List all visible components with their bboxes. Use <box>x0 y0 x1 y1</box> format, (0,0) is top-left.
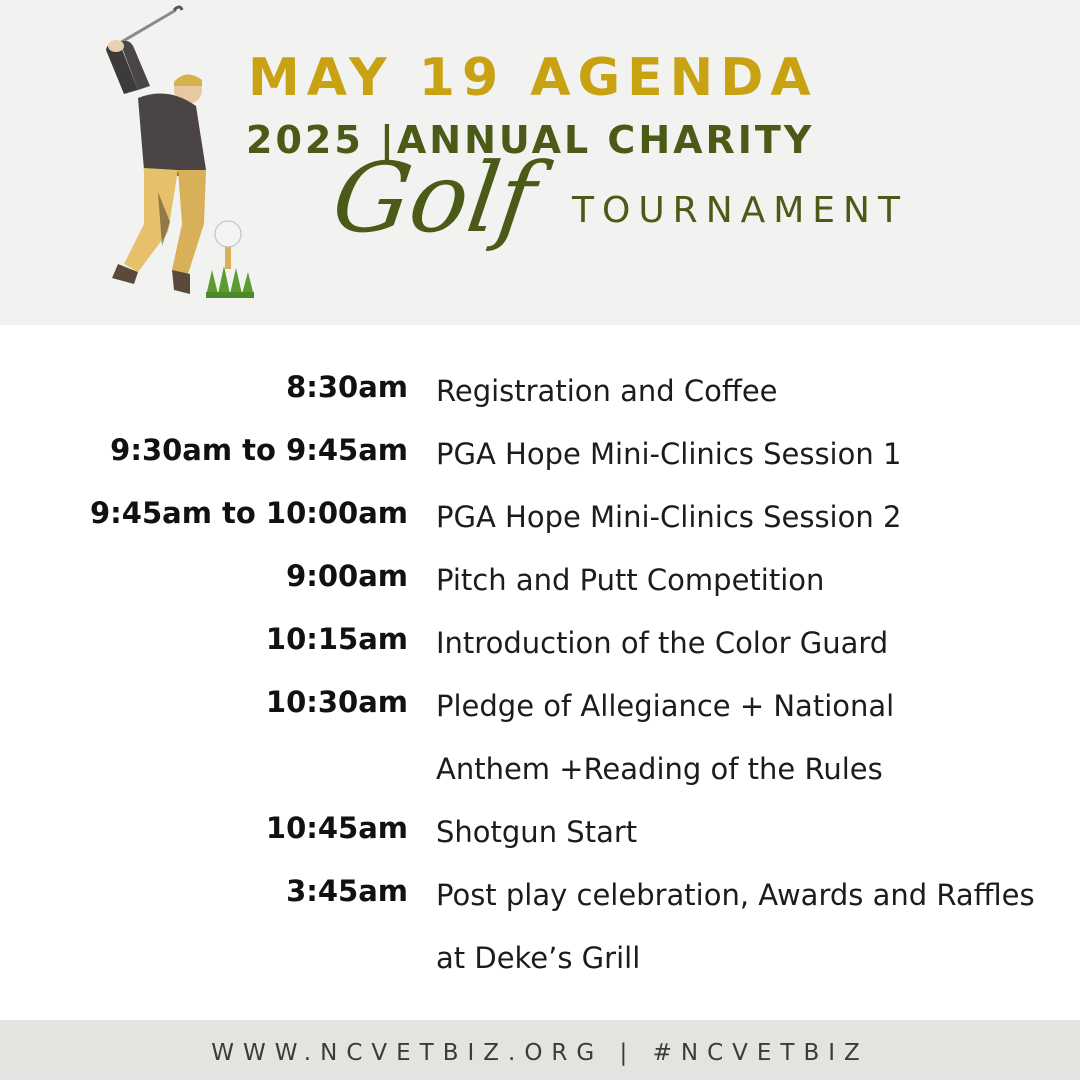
golf-script-word: Golf <box>326 142 543 254</box>
agenda-time: 9:00am <box>286 559 408 593</box>
agenda-time: 10:45am <box>265 811 408 845</box>
agenda-description: Pledge of Allegiance + National Anthem +Reading of the Rules <box>436 689 895 786</box>
event-subtitle: 2025 |ANNUAL CHARITY <box>246 118 815 162</box>
page-title: MAY 19 AGENDA <box>248 48 818 108</box>
header-banner <box>0 0 1080 325</box>
footer-website-hashtag: WWW.NCVETBIZ.ORG | #NCVETBIZ <box>211 1040 869 1066</box>
footer-bar <box>0 1020 1080 1080</box>
agenda-time: 9:45am to 10:00am <box>90 496 408 530</box>
agenda-description: Shotgun Start <box>436 815 638 849</box>
tournament-label: TOURNAMENT <box>572 190 908 231</box>
agenda-time: 8:30am <box>286 370 408 404</box>
agenda-time: 3:45am <box>286 874 408 908</box>
agenda-description: Pitch and Putt Competition <box>436 563 825 597</box>
agenda-description: Registration and Coffee <box>436 374 778 408</box>
agenda-time: 9:30am to 9:45am <box>110 433 408 467</box>
agenda-description: PGA Hope Mini-Clinics Session 2 <box>436 500 902 534</box>
agenda-time: 10:15am <box>265 622 408 656</box>
agenda-time: 10:30am <box>265 685 408 719</box>
agenda-description: PGA Hope Mini-Clinics Session 1 <box>436 437 902 471</box>
agenda-description: Post play celebration, Awards and Raffles at Deke’s Grill <box>436 878 1035 975</box>
agenda-description: Introduction of the Color Guard <box>436 626 889 660</box>
